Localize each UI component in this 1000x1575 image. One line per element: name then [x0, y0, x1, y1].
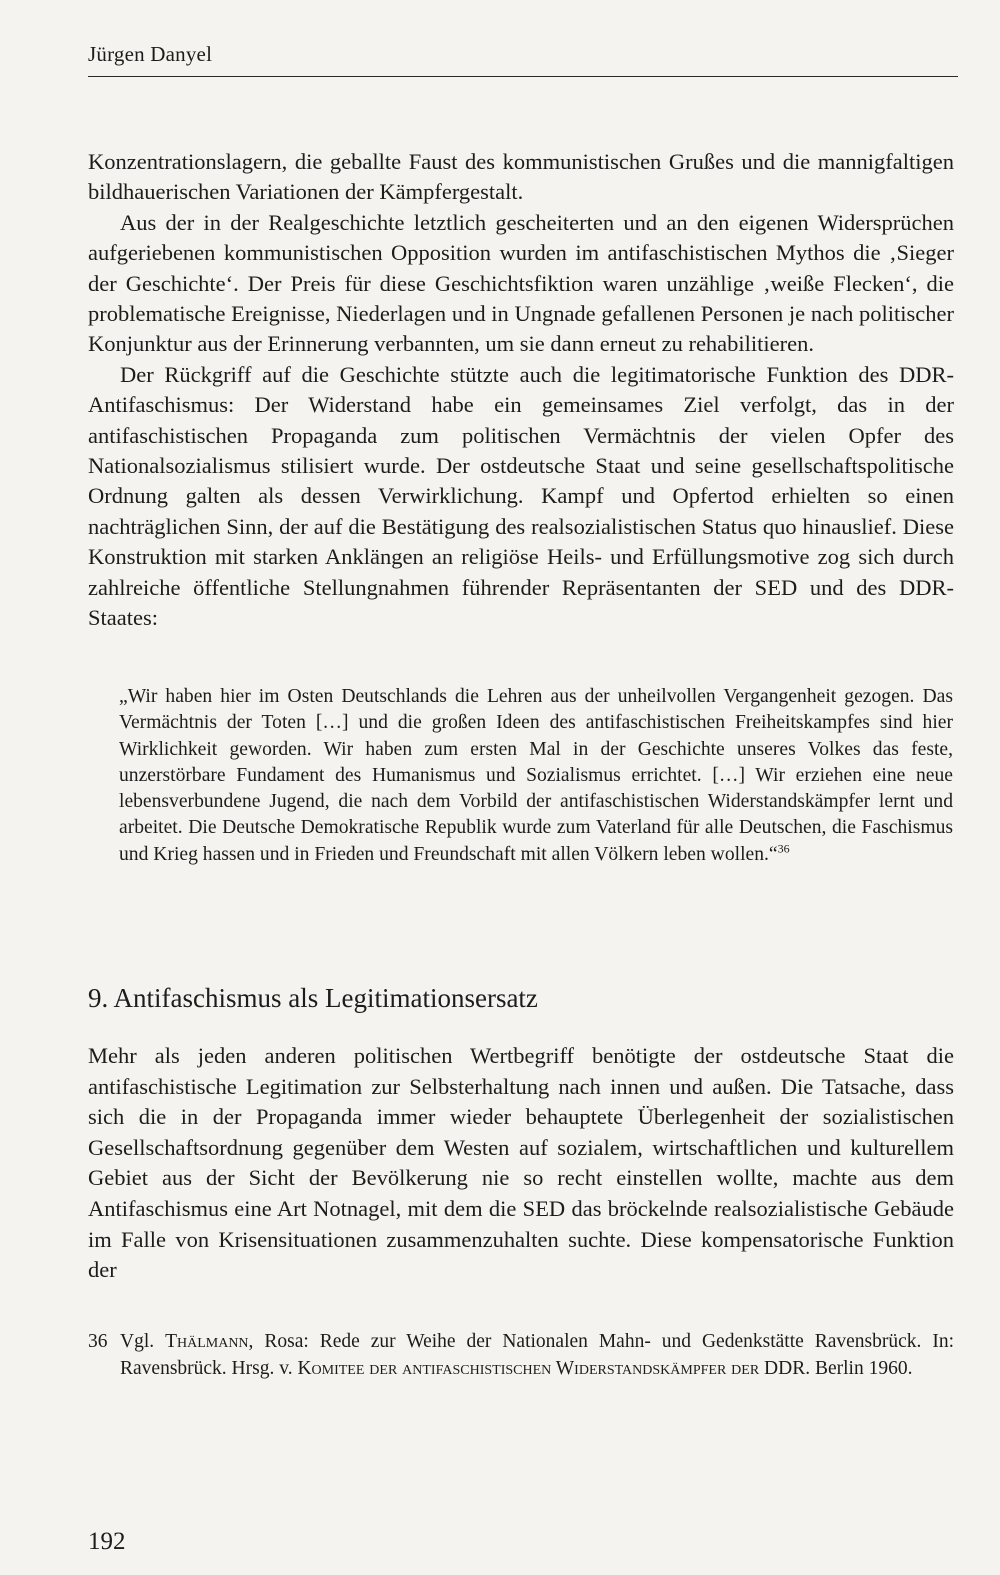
paragraph-1: Konzentrationslagern, die geballte Faust des kommunistischen Grußes und die mannigfaltigen bildhauerischen Variationen der Kämpfergestalt.: [88, 149, 954, 205]
section-paragraph-1: Mehr als jeden anderen politischen Wertbegriff benötigte der ostdeutsche Staat die antifaschistische Legitimation zur Selbsterhaltung nach innen und außen. Die Tatsache, dass sich die in der Propaganda immer wieder behauptete Überlegenheit der sozialistischen Gesellschaftsordnung gegenüber dem Westen auf sozialem, wirtschaftlichen und kulturellem Gebiet aus der Sicht der Bevölkerung nie so recht einstellen wollte, machte aus dem Antifaschismus eine Art Notnagel, mit dem die SED das bröckelnde realsozialistische Gebäude im Falle von Krisensituationen zusammenzuhalten suchte. Diese kompensatorische Funktion der: [88, 1043, 954, 1283]
footnote-reference-36: 36: [777, 841, 790, 856]
footnote-text-part1: Vgl.: [120, 1331, 166, 1352]
footnote-36: [88, 1328, 954, 1382]
block-quote: [119, 684, 953, 868]
paragraph-2: Aus der in der Realgeschichte letztlich gescheiterten und an den eigenen Widersprüchen aufgeriebenen kommunistischen Opposition wurden im antifaschistischen Mythos die ‚Sieger der Geschichte‘. Der Preis für diese Geschichtsfiktion waren unzählige ‚weiße Flecken‘, die problematische Ereignisse, Niederlagen und in Ungnade gefallenen Personen je nach politischer Konjunktur aus der Erinnerung verbannten, um sie dann erneut zu rehabilitieren.: [88, 209, 954, 357]
quote-text: „Wir haben hier im Osten Deutschlands die Lehren aus der unheilvollen Vergangenheit gezogen. Das Vermächtnis der Toten […] und die großen Ideen des antifaschistischen Freiheitskampfes sind hier Wirklichkeit geworden. Wir haben zum ersten Mal in der Geschichte unseres Volkes das feste, unzerstörbare Fundament des Humanismus und Sozialismus errichtet. […] Wir erziehen eine neue lebensverbundene Jugend, die nach dem Vorbild der antifaschistischen Widerstandskämpfer lernt und arbeitet. Die Deutsche Demokratische Republik wurde zum Vaterland für alle Deutschen, die Faschismus und Krieg hassen und in Frieden und Freundschaft mit allen Völkern leben wollen.“: [119, 686, 953, 865]
section-text: [88, 1041, 954, 1286]
footnotes: [88, 1328, 954, 1382]
body-text: [88, 147, 954, 634]
footnote-organization: Komitee der antifaschistischen Widerstandskämpfer der DDR: [297, 1358, 806, 1379]
footnote-text-part2: , Rosa: Rede zur Weihe der Nationalen Mahn- und Gedenkstätte Ravensbrück. In: Ravensbrück. Hrsg. v.: [120, 1331, 954, 1379]
page-number: 192: [88, 1528, 126, 1555]
section-heading: 9. Antifaschismus als Legitimationsersatz: [88, 983, 538, 1013]
footnote-author: Thälmann: [165, 1331, 249, 1352]
quote-paragraph: [119, 684, 953, 868]
running-head-author: Jürgen Danyel: [88, 42, 213, 66]
footnote-text-part3: . Berlin 1960.: [805, 1358, 913, 1379]
paragraph-3: Der Rückgriff auf die Geschichte stützte auch die legitimatorische Funktion des DDR-Antifaschismus: Der Widerstand habe ein gemeinsames Ziel verfolgt, das in der antifaschistischen Propaganda zum politischen Vermächtnis der vielen Opfer des Nationalsozialismus stilisiert wurde. Der ostdeutsche Staat und seine gesellschaftspolitische Ordnung galten als dessen Verwirklichung. Kampf und Opfertod erhielten so einen nachträglichen Sinn, der auf die Bestätigung des realsozialistischen Status quo hinauslief. Diese Konstruktion mit starken Anklängen an religiöse Heils- und Erfüllungsmotive zog sich durch zahlreiche öffentliche Stellungnahmen führender Repräsentanten der SED und des DDR-Staates:: [88, 361, 954, 631]
running-head: [88, 40, 958, 77]
footnote-number: 36: [88, 1331, 108, 1352]
